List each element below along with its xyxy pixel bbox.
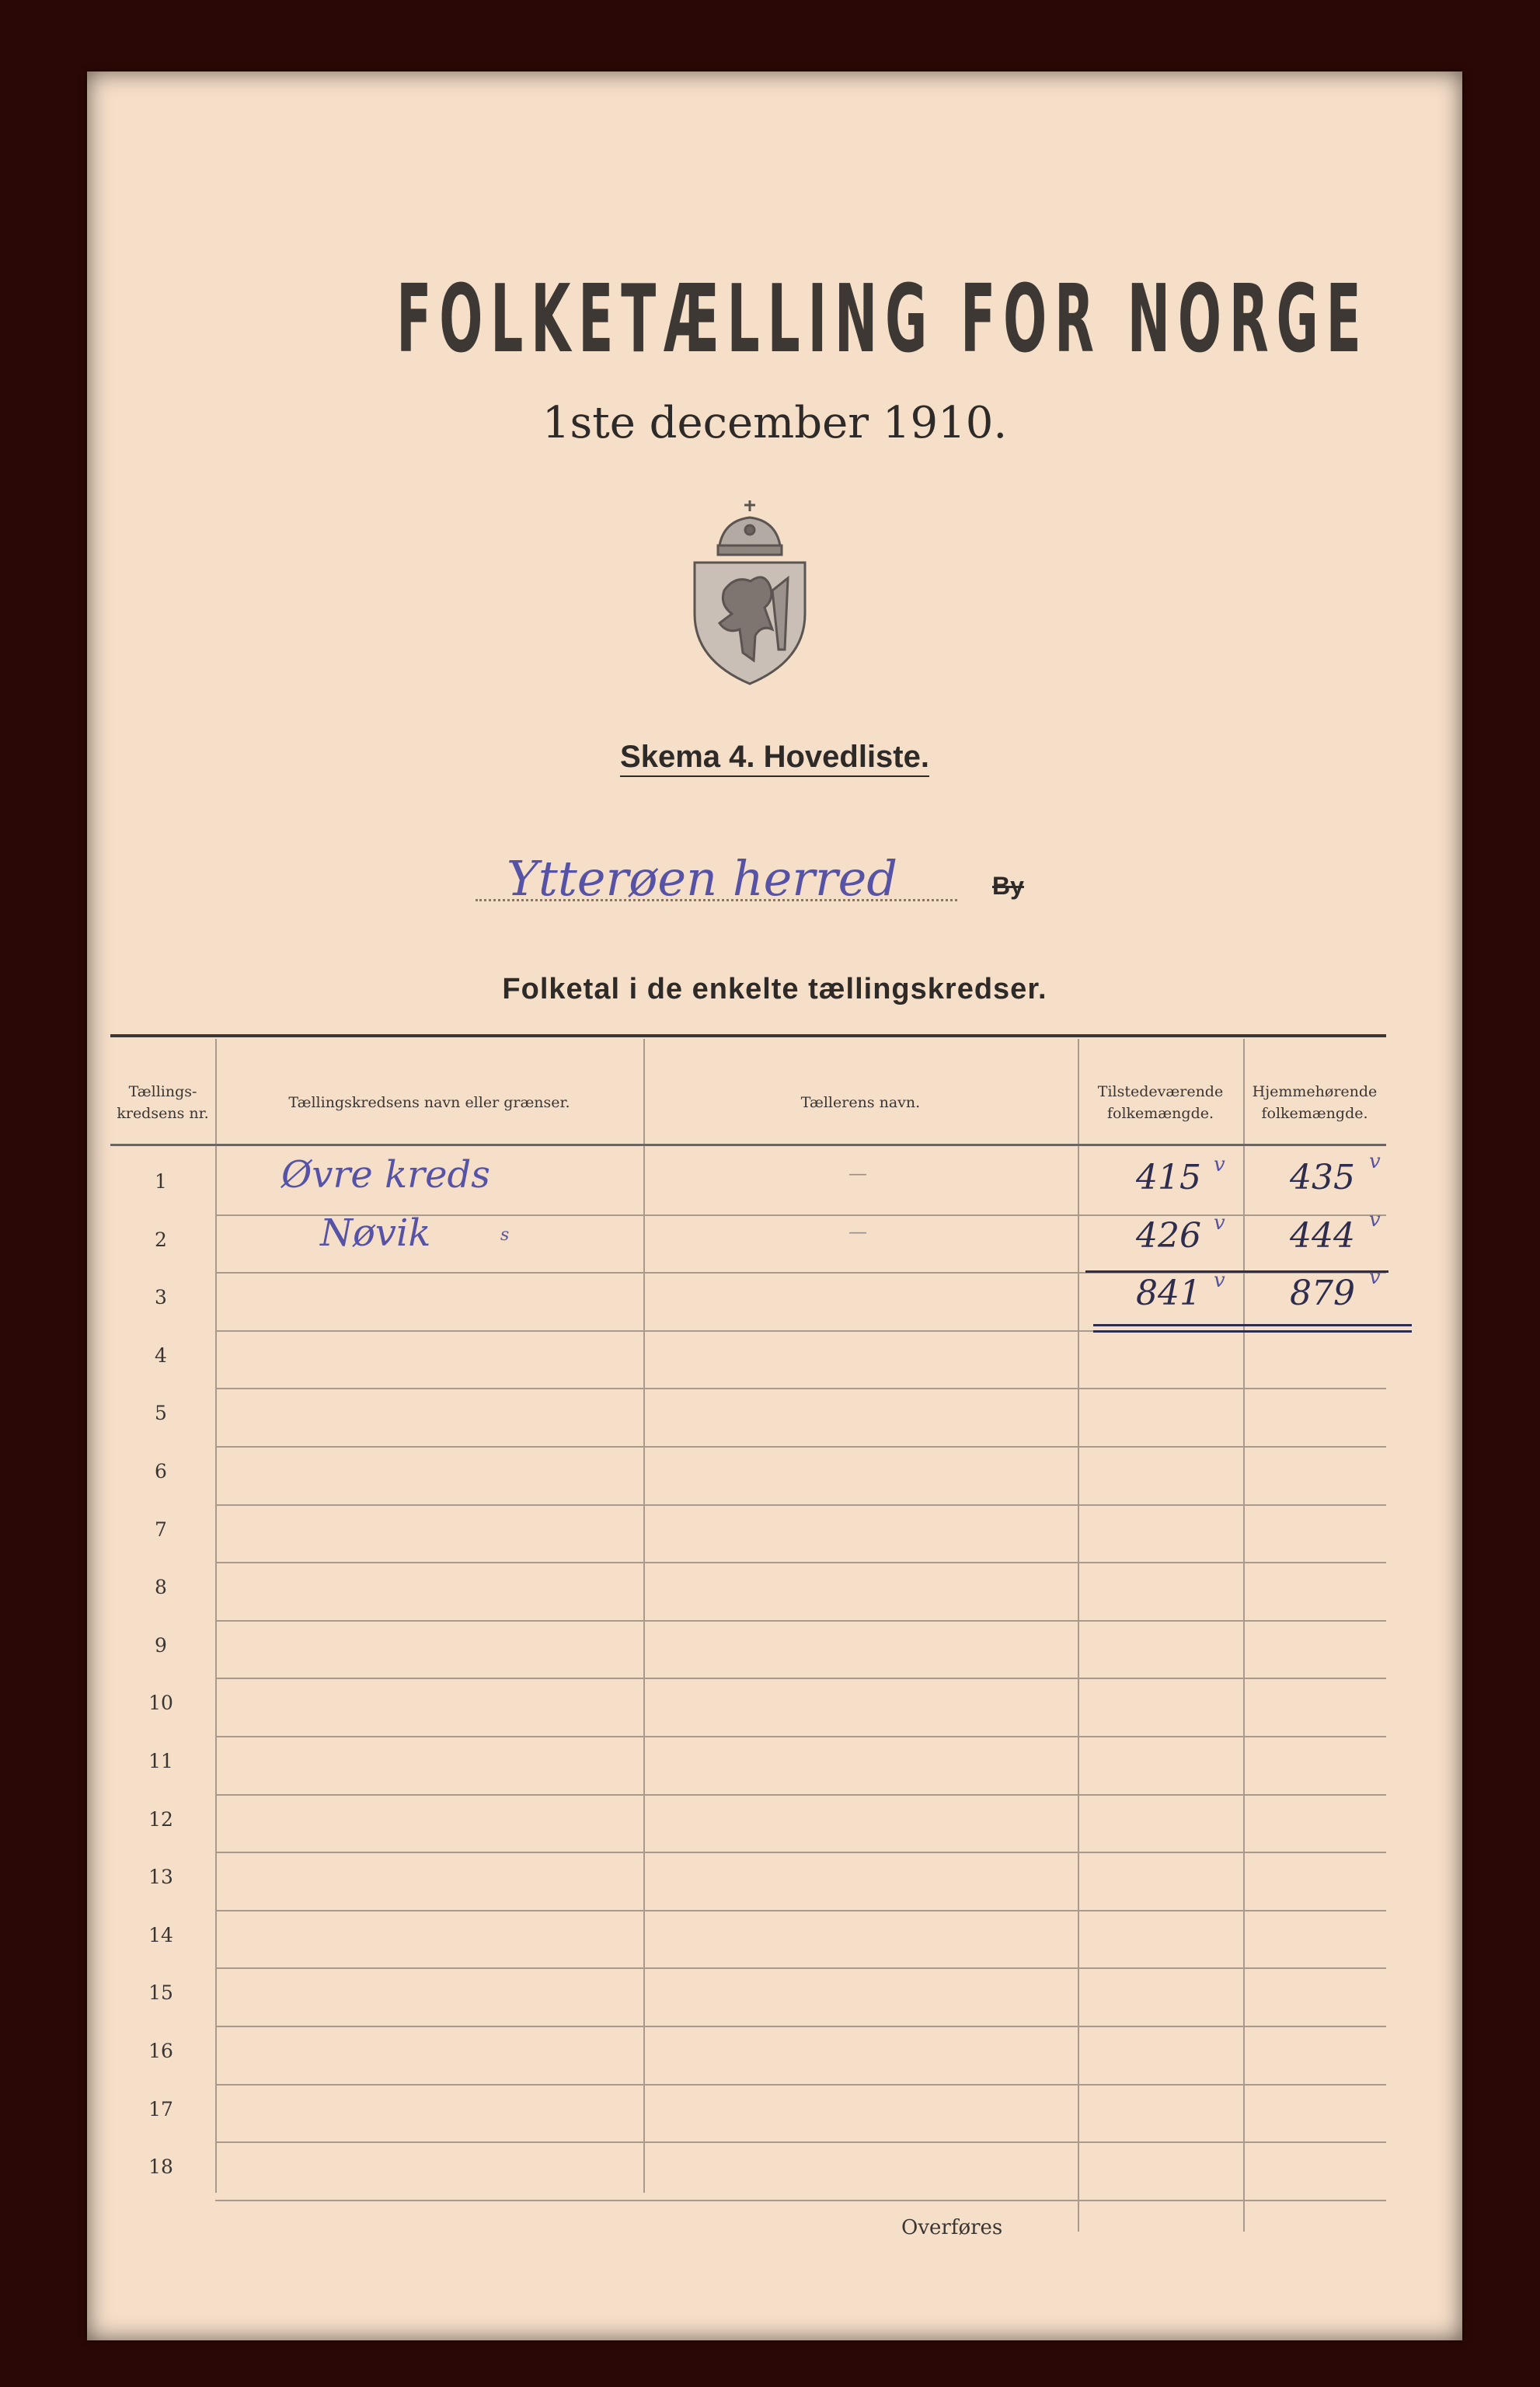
column-header-counter: Tællerens navn. <box>800 1094 921 1111</box>
present-population-value: 841 <box>1136 1274 1201 1314</box>
row-rule <box>215 1620 1386 1622</box>
row-number: 4 <box>155 1343 167 1367</box>
row-number: 8 <box>155 1576 167 1599</box>
column-header-present: Tilstedeværende folkemængde. <box>1097 1083 1224 1122</box>
header-bottom-rule <box>110 1144 1386 1146</box>
row-rule <box>215 1794 1386 1796</box>
row-number: 1 <box>155 1170 167 1193</box>
column-divider <box>1078 1039 1079 2232</box>
row-rule <box>215 1446 1386 1448</box>
row-rule <box>215 2141 1386 2143</box>
district-name-handwritten: Øvre kreds <box>281 1153 490 1197</box>
row-rule <box>215 2026 1386 2027</box>
column-divider <box>1243 1039 1245 2232</box>
census-date: 1ste december 1910. <box>542 398 1008 448</box>
row-number: 14 <box>148 1923 173 1946</box>
counter-name-dash: — <box>848 1220 867 1242</box>
norwegian-coat-of-arms-icon <box>688 497 811 687</box>
row-number: 7 <box>155 1518 167 1541</box>
counter-name-dash: — <box>848 1162 867 1184</box>
carry-over-label: Overføres <box>901 2216 1003 2239</box>
row-rule <box>215 1562 1386 1563</box>
resident-population-value: 444 <box>1290 1215 1355 1256</box>
row-number: 12 <box>148 1807 173 1831</box>
total-double-underline <box>1093 1324 1412 1326</box>
column-header-nr: Tællings- kredsens nr. <box>117 1083 209 1122</box>
schema-label: Skema 4. Hovedliste. <box>620 740 929 777</box>
row-rule <box>215 2084 1386 2086</box>
place-name-handwritten: Ytterøen herred <box>507 850 898 907</box>
row-rule <box>215 2200 1386 2201</box>
by-struck-label: By <box>992 872 1024 900</box>
column-header-name: Tællingskredsens navn eller grænser. <box>288 1094 570 1111</box>
row-rule <box>215 1504 1386 1506</box>
row-number: 11 <box>148 1750 173 1772</box>
row-number: 2 <box>155 1228 167 1251</box>
schema-heading <box>87 740 1462 775</box>
checkmark-resident: v <box>1369 1266 1381 1290</box>
row-rule <box>215 1910 1386 1911</box>
name-suffix-mark: s <box>500 1225 510 1245</box>
row-number: 6 <box>155 1460 167 1483</box>
column-divider <box>643 1039 645 2193</box>
row-rule <box>215 1388 1386 1389</box>
present-population-value: 426 <box>1136 1215 1201 1256</box>
checkmark-present: v <box>1214 1211 1225 1235</box>
present-population-value: 415 <box>1136 1158 1201 1197</box>
total-double-underline <box>1093 1330 1412 1333</box>
row-rule <box>215 1967 1386 1969</box>
checkmark-resident: v <box>1369 1207 1381 1232</box>
row-number: 16 <box>148 2040 173 2062</box>
row-rule <box>215 1736 1386 1737</box>
row-number: 15 <box>148 1981 173 2005</box>
table-subtitle: Folketal i de enkelte tællingskredser. <box>502 973 1047 1005</box>
row-number: 5 <box>155 1402 167 1425</box>
census-form-page <box>87 71 1462 2340</box>
resident-population-value: 879 <box>1290 1274 1355 1314</box>
column-header-resident: Hjemmehørende folkemængde. <box>1252 1083 1378 1122</box>
row-rule <box>215 1852 1386 1853</box>
checkmark-present: v <box>1214 1269 1225 1293</box>
resident-population-value: 435 <box>1290 1158 1355 1197</box>
table-top-rule <box>110 1034 1386 1037</box>
row-number: 9 <box>155 1633 167 1657</box>
row-number: 18 <box>148 2155 173 2179</box>
row-number: 17 <box>148 2097 173 2120</box>
row-number: 10 <box>148 1692 173 1715</box>
sum-underline <box>1085 1270 1388 1273</box>
checkmark-resident: v <box>1369 1150 1381 1173</box>
row-number: 3 <box>155 1286 167 1309</box>
row-number: 13 <box>148 1866 173 1889</box>
column-divider <box>215 1039 217 2193</box>
row-rule <box>215 1678 1386 1679</box>
district-name-handwritten: Nøvik <box>320 1211 431 1255</box>
form-title: FOLKETÆLLING FOR NORGE <box>396 266 1369 374</box>
checkmark-present: v <box>1214 1153 1225 1176</box>
